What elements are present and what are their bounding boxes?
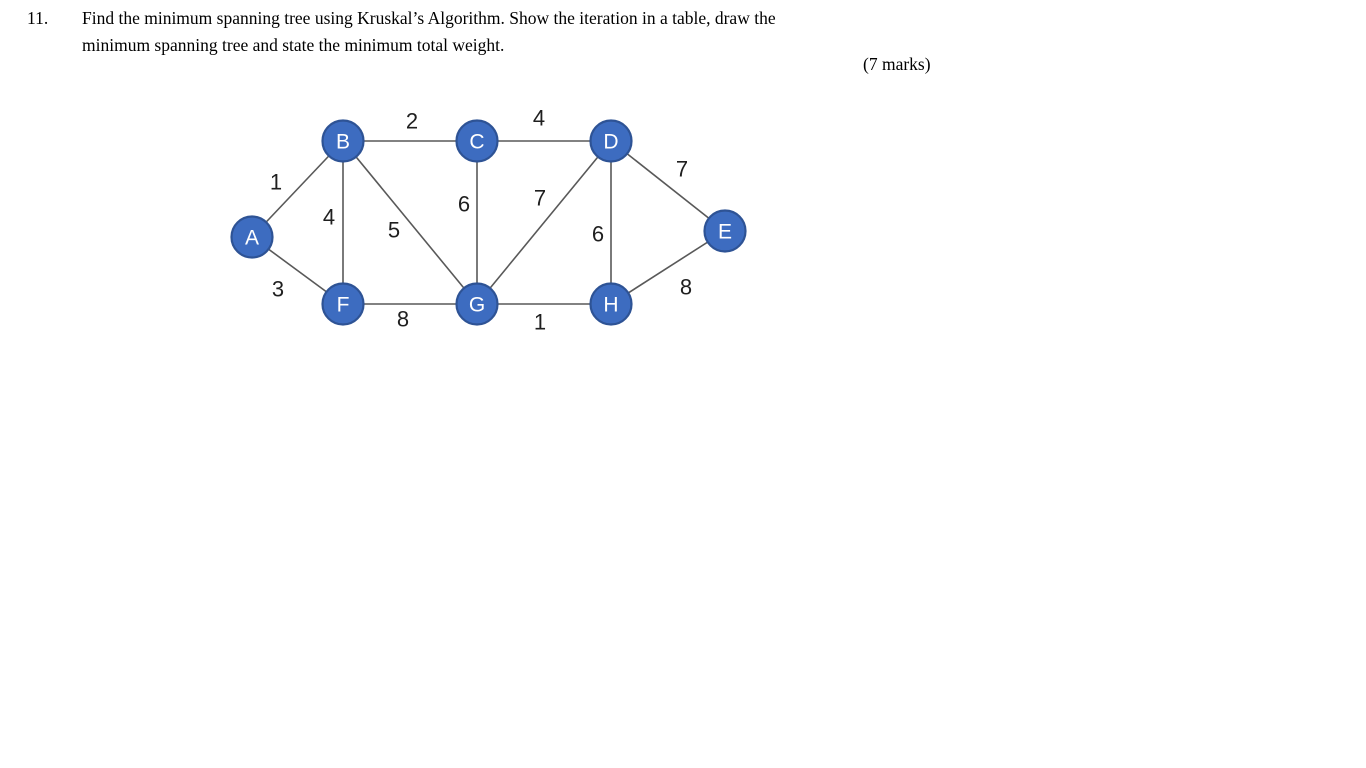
node-label-A: A <box>244 226 260 250</box>
edge-D-E <box>611 141 725 231</box>
edge-weight-B-G: 5 <box>387 217 401 243</box>
edge-weight-B-C: 2 <box>405 108 419 134</box>
node-label-E: E <box>717 220 733 244</box>
marks-label: (7 marks) <box>863 54 931 74</box>
edge-weight-D-E: 7 <box>675 156 689 182</box>
edge-weight-H-E: 8 <box>679 274 693 300</box>
node-label-B: B <box>335 130 351 154</box>
edge-weight-D-G: 7 <box>533 185 547 211</box>
node-label-H: H <box>603 293 619 317</box>
edge-weight-G-H: 1 <box>533 309 547 335</box>
edge-weight-F-G: 8 <box>396 306 410 332</box>
question-number: 11. <box>27 8 49 28</box>
node-label-C: C <box>469 130 485 154</box>
edge-weight-A-B: 1 <box>269 169 283 195</box>
edge-weight-C-D: 4 <box>532 105 546 131</box>
node-label-G: G <box>468 293 486 317</box>
question-text-line1: Find the minimum spanning tree using Kruskal’s Algorithm. Show the iteration in a table, draw the <box>82 8 776 28</box>
edge-B-G <box>343 141 477 304</box>
question-text-line2: minimum spanning tree and state the minimum total weight. <box>82 34 505 55</box>
edge-weight-B-F: 4 <box>322 204 336 230</box>
edge-weight-C-G: 6 <box>457 191 471 217</box>
edge-weight-D-H: 6 <box>591 221 605 247</box>
node-label-D: D <box>603 130 619 154</box>
node-label-F: F <box>336 293 350 317</box>
edge-weight-A-F: 3 <box>271 276 285 302</box>
